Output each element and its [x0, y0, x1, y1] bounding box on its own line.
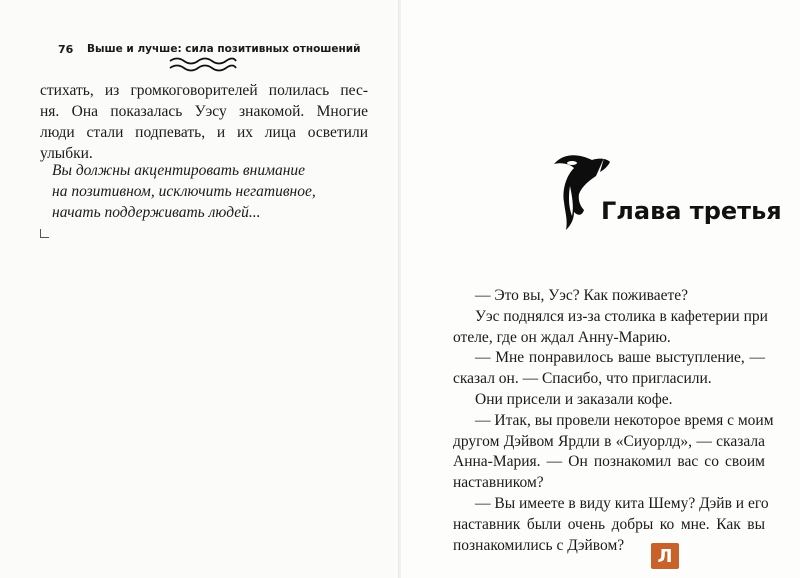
text-line: — Итак, вы провели некоторое время с моим	[475, 411, 774, 429]
text-line: наставником?	[453, 474, 544, 492]
text-line: другом Дэйвом Ярдли в «Сиуорлд», — сказала	[453, 432, 765, 450]
text-line: Анна-Мария. — Он познакомил вас со своим	[453, 453, 765, 471]
page-number: 76	[58, 43, 74, 56]
quote-line: Вы должны акцентировать внимание	[52, 162, 306, 179]
text-line: улыбки.	[40, 145, 93, 162]
publisher-logo: Л	[651, 543, 679, 569]
wave-ornament-icon	[168, 56, 238, 76]
text-line: наставник были очень добры ко мне. Как вы	[453, 515, 765, 533]
left-body-text	[40, 80, 368, 164]
text-line: — Это вы, Уэс? Как поживаете?	[475, 287, 689, 304]
left-page	[0, 0, 399, 578]
italic-quote	[52, 160, 372, 223]
quote-corner-mark	[40, 229, 49, 238]
text-line: познакомились с Дэйвом?	[453, 536, 625, 554]
text-line: люди стали подпевать, и их лица осветили	[40, 124, 368, 141]
text-line: — Вы имеете в виду кита Шему? Дэйв и его	[475, 494, 769, 512]
text-line: сказал он. — Спасибо, что пригласили.	[453, 370, 712, 388]
text-line: Уэс поднялся из-за столика в кафетерии при	[475, 307, 768, 325]
text-line: ня. Она показалась Уэсу знакомой. Многие	[40, 103, 368, 120]
text-line: Они присели и заказали кофе.	[475, 390, 673, 408]
text-line: отеле, где он ждал Анну-Марию.	[453, 328, 671, 346]
text-line: — Мне понравилось ваше выступление, —	[475, 349, 765, 367]
quote-line: начать поддерживать людей...	[52, 204, 261, 221]
chapter-title: Глава третья	[601, 197, 782, 225]
right-body-text	[453, 286, 774, 556]
text-line: стихать, из громкоговорителей полилась пес-	[40, 82, 368, 99]
running-title: Выше и лучше: сила позитивных отношений	[87, 43, 361, 55]
quote-line: на позитивном, исключить негативное,	[52, 183, 316, 200]
